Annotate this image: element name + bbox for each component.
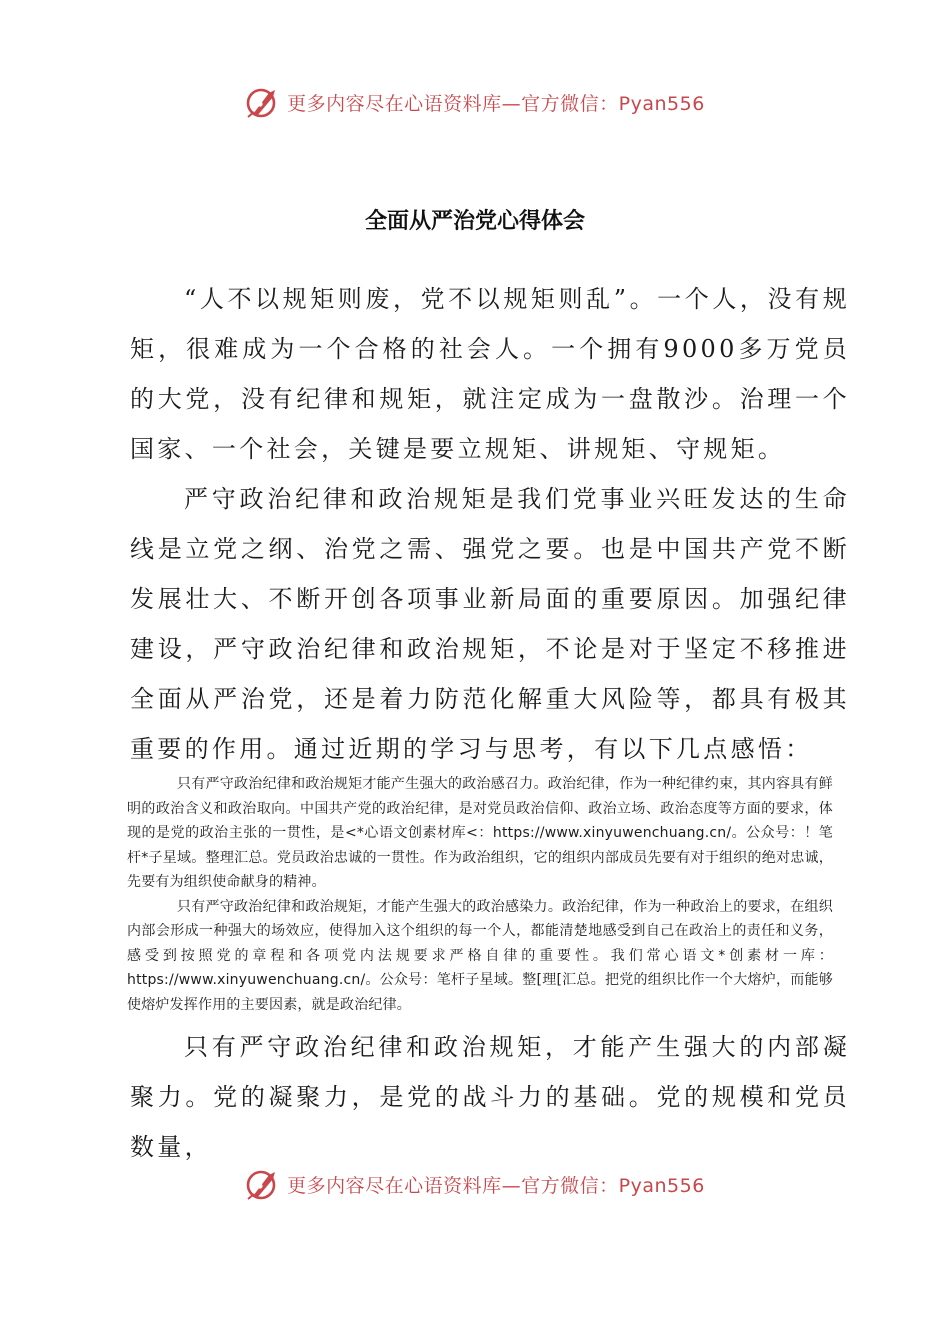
footer-banner bbox=[0, 1162, 950, 1206]
paragraph-political-discipline: 严守政治纪律和政治规矩是我们党事业兴旺发达的生命线是立党之纲、治党之需、强党之要。也是中国共产党不断发展壮大、不断开创各项事业新局面的重要原因。加强纪律建设，严守政治纪律和政治规矩，不论是对于坚定不移推进全面从严治党，还是着力防范化解重大风险等，都具有极其重要的作用。通过近期的学习与思考，有以下几点感悟： bbox=[130, 485, 850, 763]
header-banner bbox=[0, 80, 950, 124]
paragraph-cohesion: 只有严守政治纪律和政治规矩，才能产生强大的内部凝聚力。党的凝聚力，是党的战斗力的基础。党的规模和党员数量， bbox=[130, 1033, 850, 1161]
paragraph-appeal: 只有严守政治纪律和政治规矩才能产生强大的政治感召力。政治纪律，作为一种纪律约束，其内容具有鲜明的政治含义和政治取向。中国共产党的政治纪律，是对党员政治信仰、政治立场、政治态度等方面的要求，体现的是党的政治主张的一贯性，是<*心语文创素材库<：https://www.xinyuwenchuang.cn/。公众号：！笔杆*子星域。整理汇总。党员政治忠诚的一贯性。作为政治组织，它的组织内部成员先要有对于组织的绝对忠诚，先要有为组织使命献身的精神。 bbox=[127, 776, 833, 890]
document-title: 全面从严治党心得体会 bbox=[364, 209, 585, 234]
header-banner-text: 更多内容尽在心语资料库—官方微信：Pyan556 bbox=[287, 92, 705, 115]
pen-nib-logo-icon bbox=[245, 1166, 281, 1202]
footer-banner-text: 更多内容尽在心语资料库—官方微信：Pyan556 bbox=[287, 1174, 705, 1197]
paragraph-influence: 只有严守政治纪律和政治规矩，才能产生强大的政治感染力。政治纪律，作为一种政治上的要求，在组织内部会形成一种强大的场效应，使得加入这个组织的每一个人，都能清楚地感受到自己在政治上的责任和义务，感受到按照党的章程和各项党内法规要求严格自律的重要性。我们常心语文*创素材一库：https://www.xinyuwenchuang.cn/。公众号：笔杆子星域。整[理[汇总。把党的组织比作一个大熔炉，而能够使熔炉发挥作用的主要因素，就是政治纪律。 bbox=[127, 898, 833, 1013]
small-text-section bbox=[127, 772, 833, 1017]
pen-nib-logo-icon bbox=[245, 84, 281, 120]
paragraph-rules-intro: “人不以规矩则废，党不以规矩则乱”。一个人，没有规矩，很难成为一个合格的社会人。一个拥有9000多万党员的大党，没有纪律和规矩，就注定成为一盘散沙。治理一个国家、一个社会，关键是要立规矩、讲规矩、守规矩。 bbox=[130, 285, 850, 463]
